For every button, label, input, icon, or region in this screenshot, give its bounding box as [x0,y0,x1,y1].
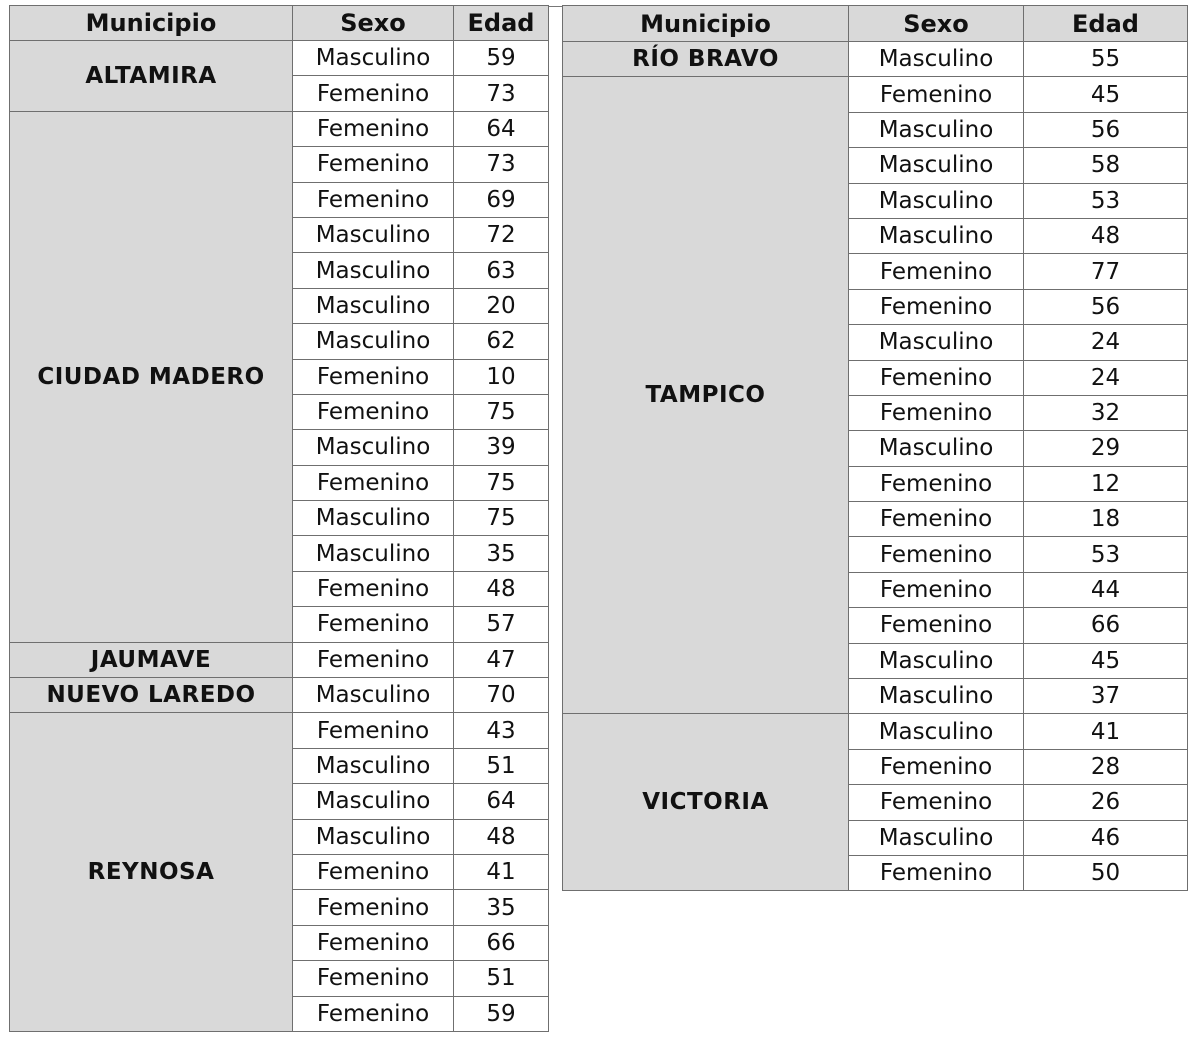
sexo-cell: Femenino [293,182,454,217]
header-municipio: Municipio [563,6,849,42]
sexo-cell: Femenino [849,502,1024,537]
municipio-cell: RÍO BRAVO [563,42,849,77]
sexo-cell: Masculino [849,679,1024,714]
table-body [10,41,549,1032]
edad-cell: 41 [454,854,549,889]
sexo-cell: Masculino [293,253,454,288]
edad-cell: 56 [1024,112,1188,147]
header-edad: Edad [454,6,549,41]
sexo-cell: Masculino [293,217,454,252]
sexo-cell: Masculino [849,431,1024,466]
municipio-cell: TAMPICO [563,77,849,714]
sexo-cell: Femenino [293,607,454,642]
sexo-cell: Masculino [849,325,1024,360]
sexo-cell: Femenino [293,925,454,960]
edad-cell: 50 [1024,855,1188,890]
edad-cell: 75 [454,394,549,429]
sexo-cell: Femenino [293,111,454,146]
sexo-cell: Femenino [849,289,1024,324]
sexo-cell: Femenino [849,77,1024,112]
table-row [563,42,1188,77]
sexo-cell: Masculino [293,819,454,854]
edad-cell: 47 [454,642,549,677]
sexo-cell: Femenino [849,254,1024,289]
sexo-cell: Masculino [293,288,454,323]
sexo-cell: Masculino [293,324,454,359]
sexo-cell: Masculino [849,42,1024,77]
edad-cell: 18 [1024,502,1188,537]
table-row [10,642,549,677]
sexo-cell: Femenino [293,854,454,889]
edad-cell: 56 [1024,289,1188,324]
edad-cell: 26 [1024,785,1188,820]
edad-cell: 73 [454,147,549,182]
edad-cell: 64 [454,784,549,819]
sexo-cell: Masculino [293,536,454,571]
table-row [10,678,549,713]
sexo-cell: Masculino [849,183,1024,218]
edad-cell: 32 [1024,395,1188,430]
header-sexo: Sexo [293,6,454,41]
sexo-cell: Masculino [293,501,454,536]
edad-cell: 12 [1024,466,1188,501]
sexo-cell: Masculino [849,218,1024,253]
edad-cell: 37 [1024,679,1188,714]
edad-cell: 10 [454,359,549,394]
edad-cell: 35 [454,536,549,571]
edad-cell: 28 [1024,749,1188,784]
edad-cell: 24 [1024,325,1188,360]
sexo-cell: Masculino [293,784,454,819]
edad-cell: 63 [454,253,549,288]
table-row [10,713,549,748]
municipio-cell: ALTAMIRA [10,41,293,112]
table-row [563,77,1188,112]
edad-cell: 39 [454,430,549,465]
sexo-cell: Masculino [293,678,454,713]
sexo-cell: Femenino [849,608,1024,643]
edad-cell: 57 [454,607,549,642]
sexo-cell: Masculino [293,748,454,783]
edad-cell: 46 [1024,820,1188,855]
municipio-cell: VICTORIA [563,714,849,891]
sexo-cell: Femenino [849,749,1024,784]
sexo-cell: Femenino [849,466,1024,501]
sexo-cell: Masculino [849,820,1024,855]
header-municipio: Municipio [10,6,293,41]
sexo-cell: Masculino [293,430,454,465]
sexo-cell: Femenino [293,642,454,677]
edad-cell: 69 [454,182,549,217]
sexo-cell: Femenino [849,572,1024,607]
sexo-cell: Masculino [849,714,1024,749]
edad-cell: 59 [454,996,549,1031]
sexo-cell: Masculino [293,41,454,76]
sexo-cell: Femenino [293,394,454,429]
municipio-cell: CIUDAD MADERO [10,111,293,642]
sexo-cell: Femenino [849,360,1024,395]
sexo-cell: Femenino [293,147,454,182]
header-row [10,6,549,41]
table-row [563,714,1188,749]
sexo-cell: Femenino [293,961,454,996]
edad-cell: 45 [1024,643,1188,678]
edad-cell: 45 [1024,77,1188,112]
table-row [10,111,549,146]
sexo-cell: Femenino [293,465,454,500]
edad-cell: 75 [454,465,549,500]
edad-cell: 66 [454,925,549,960]
municipio-cell: REYNOSA [10,713,293,1032]
sexo-cell: Masculino [849,148,1024,183]
sexo-cell: Femenino [849,855,1024,890]
edad-cell: 48 [454,819,549,854]
edad-cell: 48 [454,571,549,606]
edad-cell: 29 [1024,431,1188,466]
edad-cell: 53 [1024,183,1188,218]
header-row [563,6,1188,42]
municipio-cell: NUEVO LAREDO [10,678,293,713]
sexo-cell: Femenino [849,537,1024,572]
edad-cell: 66 [1024,608,1188,643]
sexo-cell: Femenino [849,395,1024,430]
edad-cell: 55 [1024,42,1188,77]
sexo-cell: Femenino [293,76,454,111]
edad-cell: 41 [1024,714,1188,749]
sexo-cell: Femenino [293,996,454,1031]
header-sexo: Sexo [849,6,1024,42]
sexo-cell: Femenino [293,713,454,748]
edad-cell: 70 [454,678,549,713]
cases-table-right [562,5,1188,891]
municipio-cell: JAUMAVE [10,642,293,677]
edad-cell: 73 [454,76,549,111]
edad-cell: 51 [454,748,549,783]
edad-cell: 35 [454,890,549,925]
edad-cell: 24 [1024,360,1188,395]
edad-cell: 51 [454,961,549,996]
sexo-cell: Femenino [293,359,454,394]
header-edad: Edad [1024,6,1188,42]
edad-cell: 48 [1024,218,1188,253]
edad-cell: 64 [454,111,549,146]
table-body [563,42,1188,891]
edad-cell: 44 [1024,572,1188,607]
sexo-cell: Femenino [293,571,454,606]
edad-cell: 72 [454,217,549,252]
sexo-cell: Masculino [849,112,1024,147]
edad-cell: 20 [454,288,549,323]
edad-cell: 75 [454,501,549,536]
edad-cell: 53 [1024,537,1188,572]
edad-cell: 59 [454,41,549,76]
cases-table-left [9,5,549,1032]
sexo-cell: Masculino [849,643,1024,678]
table-row [10,41,549,76]
edad-cell: 58 [1024,148,1188,183]
edad-cell: 43 [454,713,549,748]
sexo-cell: Femenino [849,785,1024,820]
edad-cell: 77 [1024,254,1188,289]
edad-cell: 62 [454,324,549,359]
sexo-cell: Femenino [293,890,454,925]
